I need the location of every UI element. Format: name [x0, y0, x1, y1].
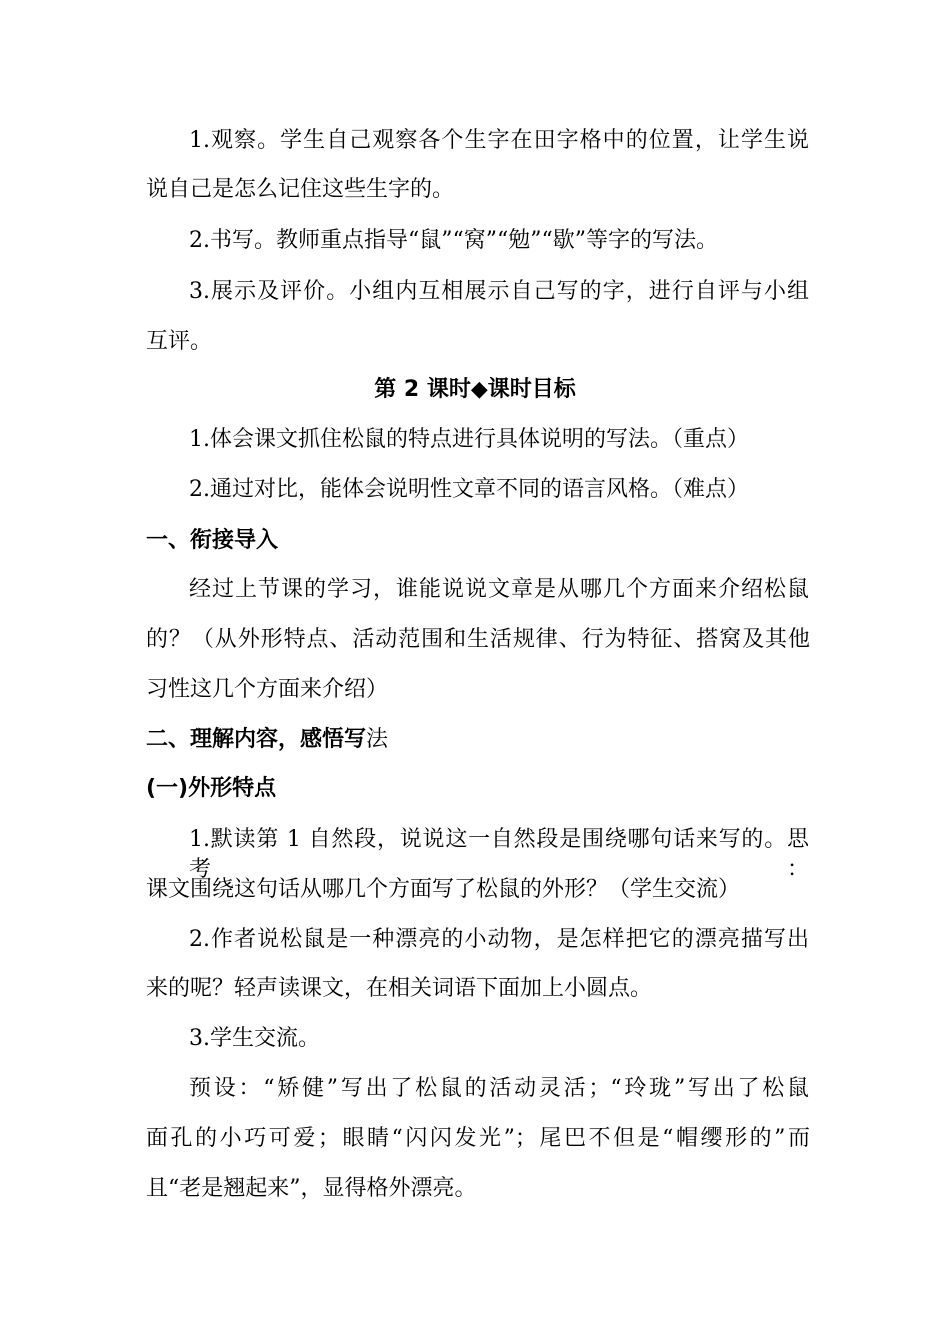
text: (一)外形特点 [146, 776, 277, 801]
objective-line [0, 475, 950, 505]
text: 习性这几个方面来介绍） [146, 677, 389, 702]
paragraph-line [0, 1174, 950, 1204]
paragraph-line [0, 625, 950, 655]
paragraph-line [0, 974, 950, 1004]
text: 法 [366, 727, 389, 752]
paragraph-line [0, 327, 950, 357]
text: 1.默读第 1 自然段，说说这一自然段是围绕哪句话来写的。思考： [189, 827, 809, 882]
paragraph-line [0, 1124, 950, 1154]
paragraph-line [0, 277, 950, 307]
heading [0, 725, 950, 755]
text: 预设：“矫健”写出了松鼠的活动灵活；“玲珑”写出了松鼠 [189, 1076, 809, 1101]
text: 说自己是怎么记住这些生字的。 [146, 177, 455, 202]
heading [0, 526, 950, 556]
text: 2.书写。教师重点指导“鼠”“窝”“勉”“歇”等字的写法。 [189, 228, 718, 253]
text: 且“老是翘起来”，显得格外漂亮。 [146, 1176, 477, 1201]
text: 的？（从外形特点、活动范围和生活规律、行为特征、搭窝及其他 [146, 627, 810, 652]
text: 来的呢？轻声读课文，在相关词语下面加上小圆点。 [146, 976, 653, 1001]
subheading [0, 774, 950, 804]
paragraph-line [0, 1024, 950, 1054]
paragraph-line [0, 226, 950, 256]
text: 课文围绕这句话从哪几个方面写了松鼠的外形？（学生交流） [146, 877, 741, 902]
paragraph-line [0, 925, 950, 955]
paragraph-line [0, 175, 950, 205]
paragraph-line [0, 675, 950, 705]
text: 面孔的小巧可爱；眼睛“闪闪发光”；尾巴不但是“帽缨形的”而 [146, 1126, 810, 1151]
text: 2.作者说松鼠是一种漂亮的小动物，是怎样把它的漂亮描写出 [189, 927, 809, 952]
paragraph-line [0, 126, 950, 156]
text: 3.展示及评价。小组内互相展示自己写的字，进行自评与小组 [189, 279, 809, 304]
paragraph-line [0, 575, 950, 605]
text: 1.观察。学生自己观察各个生字在田字格中的位置，让学生说 [189, 128, 809, 153]
text: 互评。 [146, 329, 213, 354]
paragraph-line [0, 875, 950, 905]
text: 第 2 课时◆课时目标 [374, 377, 576, 402]
section-title [0, 375, 950, 405]
text: 1.体会课文抓住松鼠的特点进行具体说明的写法。（重点） [189, 427, 749, 452]
text: 3.学生交流。 [189, 1026, 320, 1051]
text: 二、理解内容，感悟写 [146, 727, 367, 752]
objective-line [0, 425, 950, 455]
paragraph-line [0, 1074, 950, 1104]
text: 经过上节课的学习，谁能说说文章是从哪几个方面来介绍松鼠 [189, 577, 809, 602]
text: 一、衔接导入 [146, 528, 279, 553]
text: 2.通过对比，能体会说明性文章不同的语言风格。（难点） [189, 477, 749, 502]
